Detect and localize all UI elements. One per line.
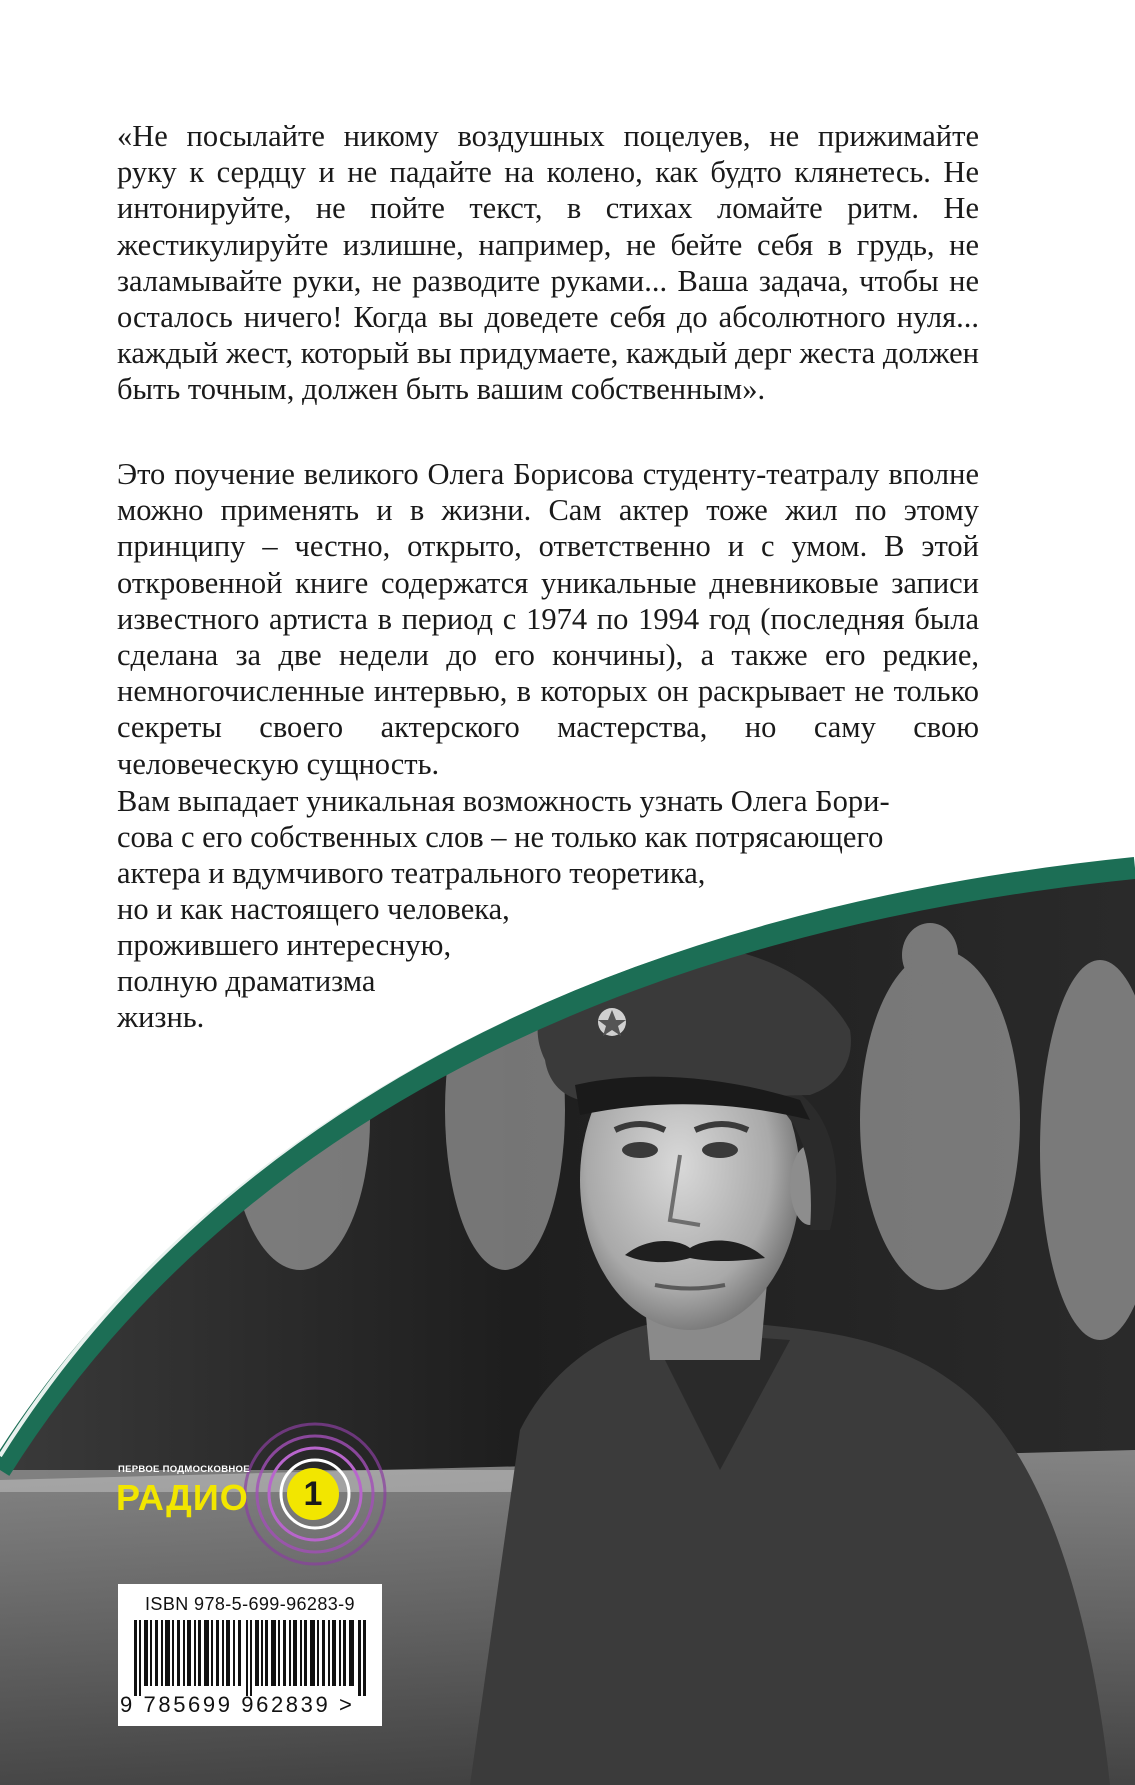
closing-line: полную драматизма [117, 964, 376, 998]
closing-line: прожившего интересную, [117, 928, 452, 962]
radio-tagline: ПЕРВОЕ ПОДМОСКОВНОЕ [118, 1464, 250, 1475]
isbn-barcode [118, 1584, 382, 1726]
closing-line: Вам выпадает уникальная возможность узнать Олега Бори- [117, 784, 890, 818]
radio-name: РАДИО [116, 1477, 249, 1518]
closing-line: сова с его собственных слов – не только как потрясающего [117, 820, 884, 854]
description-text: Это поучение великого Олега Борисова студенту-театралу вполне можно применять и в жизни. Сам актер тоже жил по этому принципу – честно, открыто, ответственно и с умом. В этой откровенной книге содержатся уникальные дневниковые записи известного артиста в период с 1974 по 1994 год (последняя была сделана за две недели до его кончины), а также его редкие, немногочисленные интервью, в которых он раскрывает не только секреты своего актерского мастерства, но саму свою человеческую сущность. [117, 457, 979, 781]
description-paragraph [117, 456, 979, 782]
radio-logo [112, 1442, 392, 1562]
isbn-label: ISBN 978-5-699-96283-9 [145, 1594, 355, 1614]
quote-text: «Не посылайте никому воздушных поцелуев, не прижимайте руку к сердцу и не падайте на колено, как будто клянетесь. Не интонируйте, не пойте текст, в стихах ломайте ритм. Не жестикулируйте излишне, например, не бейте себя в грудь, не заламывайте руки, не разводите руками... Ваша задача, чтобы не осталось ничего! Когда вы доведете себя до абсолютного нуля... каждый жест, который вы придумаете, каждый дерг жеста должен быть точным, должен быть вашим собственным». [117, 119, 979, 407]
closing-line: жизнь. [117, 1000, 205, 1034]
barcode-bars [134, 1620, 366, 1696]
quote-paragraph [117, 118, 979, 408]
closing-line: но и как настоящего человека, [117, 892, 510, 926]
radio-number: 1 [303, 1475, 323, 1513]
isbn-digits: 9 785699 962839 > [120, 1692, 355, 1717]
closing-line: актера и вдумчивого театрального теоретика, [117, 856, 706, 890]
